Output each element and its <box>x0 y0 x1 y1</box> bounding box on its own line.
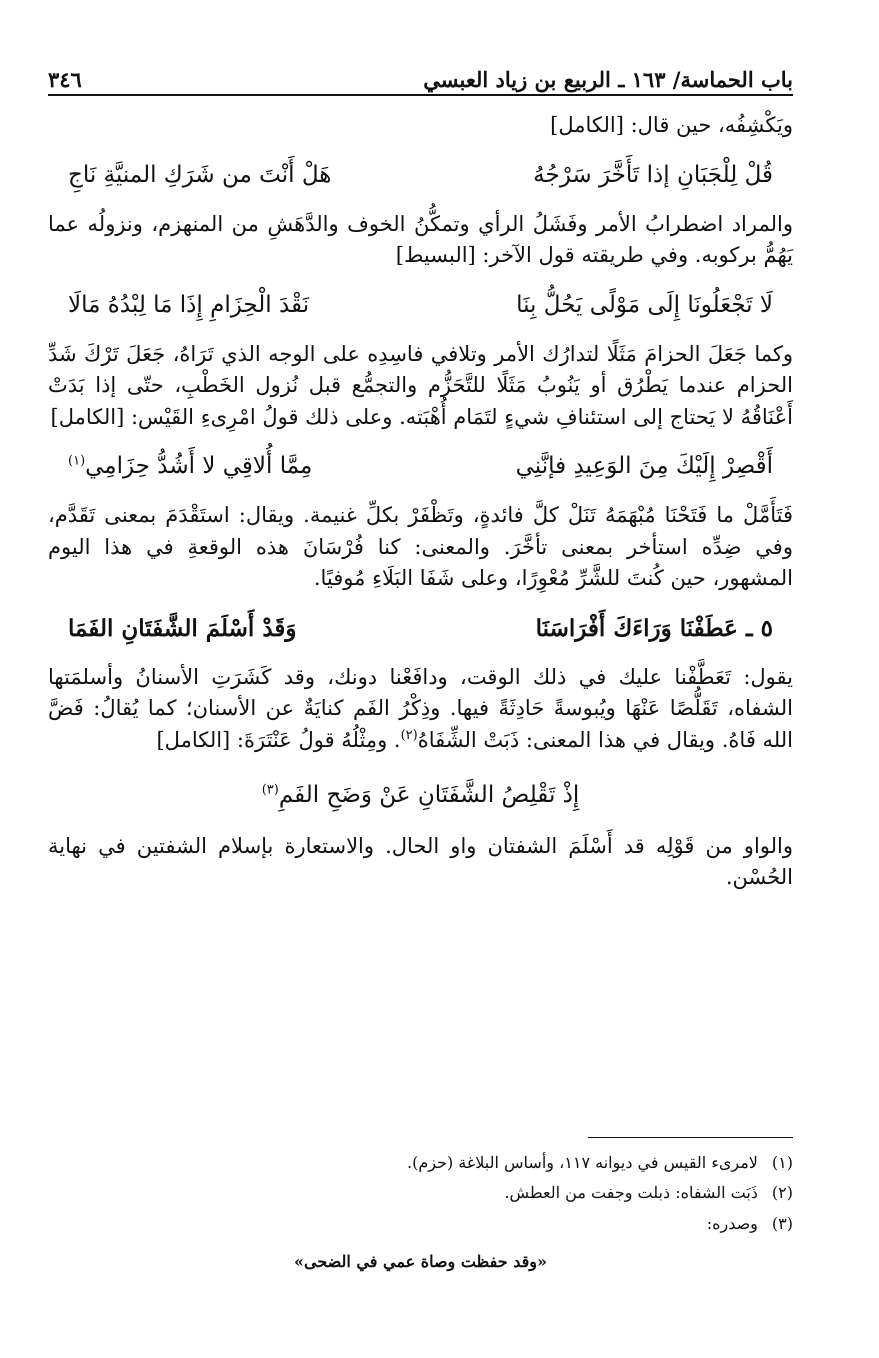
paragraph-text: . ومِثْلُهُ قولُ عَنْتَرَةَ: [الكامل] <box>156 727 401 752</box>
verse-second-hemistich <box>68 451 312 482</box>
verse-line <box>68 160 773 191</box>
header-rule <box>48 94 793 96</box>
verse-second-hemistich: نَقْدَ الْحِزَامِ إِذَا مَا لِبْدُهُ مَالَا <box>68 291 310 318</box>
verse-first-hemistich: أَقْصِرْ إِلَيْكَ مِنَ الوَعِيدِ فإنَّنِي <box>515 453 773 480</box>
verse-line <box>68 451 773 482</box>
paragraph: ويَكْشِفُه، حين قال: [الكامل] <box>550 113 793 137</box>
page-header <box>48 52 793 92</box>
footnote-number: (٣) <box>771 1213 793 1233</box>
paragraph: وكما جَعَلَ الحزامَ مَثَلًا لتدارُك الأمر وتلافي فاسِدِه على الوجه الذي تَرَاهُ، جَعَلَ تَرْكَ شَدِّ الحزام عندما يَطْرُق أو يَنُوبُ مَثَلًا للتَّحَزُّم والتجمُّع قبل نُزول الخَطْبِ، حتّى إذا بَدَتْ أَعْنَاقُهُ لا يَحتاج إلى استئنافِ شيءٍ لتَمَام أُهْبَته. وعلى ذلك قولُ امْرِىءِ القَيْس: [الكامل] <box>48 341 793 429</box>
verse-first-hemistich: قُلْ لِلْجَبَانِ إذا تَأَخَّرَ سَرْجُهُ <box>533 161 773 188</box>
footnote-verse: «وقد حفظت وصاة عمي في الضحى» <box>294 1252 547 1272</box>
footnote <box>48 1209 793 1239</box>
footnote-number: (١) <box>771 1153 793 1172</box>
footnote-text: وصدره: <box>706 1213 758 1233</box>
footnote-text: لامرىء القيس في ديوانه ١١٧، وأساس البلاغة (حزم). <box>407 1153 758 1172</box>
running-title: باب الحماسة/ ١٦٣ ـ الربيع بن زياد العبسي <box>423 67 793 92</box>
footnote-rule <box>588 1137 793 1138</box>
footnote-ref: (١) <box>68 453 86 469</box>
footnotes <box>48 1137 793 1278</box>
paragraph: والواو من قَوْلِه قد أَسْلَمَ الشفتان واو الحال. والاستعارة بإسلام الشفتين في نهاية الحُسْن. <box>48 833 793 890</box>
verse-first-hemistich: لَا تَجْعَلُونَا إِلَى مَوْلًى يَحُلُّ بِنَا <box>516 291 773 318</box>
verse-line <box>68 290 773 321</box>
verse-second-hemistich: وَقَدْ أَسْلَمَ الشَّفَتَانِ الفَمَا <box>68 614 297 642</box>
footnote <box>48 1148 793 1178</box>
paragraph: فَتَأَمَّلْ ما فَتَحْنَا مُبْهَمَهُ تَنَلْ كلَّ فائدةٍ، وتَظْفَرْ بكلِّ غنيمة. ويقال: استَقْدَمَ بمعنى تَقَدَّم، وفي ضِدِّه استأخر بمعنى تأخَّرَ. والمعنى: كنا فُرْسَانَ هذه الوقعةِ في هذا اليوم المشهور، حين كُنتَ للشَّرِّ مُعْوِرًا، وعلى شَفَا البَلَاءِ مُوفيًا. <box>48 503 793 591</box>
verse-text: إِذْ تَقْلِصُ الشَّفَتَانِ عَنْ وَضَحِ الفَمِ <box>278 782 580 809</box>
paragraph: والمراد اضطرابُ الأمر وفَشَلُ الرأي وتمكُّنُ الخوف والدَّهَشِ من المنهزم، ونزولُه عما يَهُمُّ بركوبه. وفي طريقته قول الآخر: [البسيط] <box>48 211 793 268</box>
page-number: ٣٤٦ <box>48 67 82 92</box>
verse-text: مِمَّا أُلاقِي لا أَشُدُّ حِزَامِي <box>85 453 313 480</box>
footnote-ref: (٣) <box>261 782 279 798</box>
verse-second-hemistich: هَلْ أَنْتَ من شَرَكِ المنيَّةِ نَاجِ <box>68 161 332 188</box>
footnote-ref: (٢) <box>400 727 418 743</box>
footnote-number: (٢) <box>771 1183 793 1203</box>
verse-line <box>68 613 773 644</box>
paragraph-text: يقول: تَعَطَّفْنا عليك في ذلك الوقت، ودافَعْنا دونك، وقد كَشَرَتِ الأسنانُ وأسلمَتها الشفاه، تَقَلُّصًا عَنْهَا ويُبوسةً حَادِثَةً فيها. وذِكْرُ الفَم كنايَةٌ عن الأسنان؛ كما يُقالُ: فَضَّ الله فَاهُ. ويقال في هذا المعنى: ذَبَتْ الشِّفَاهُ <box>48 664 793 752</box>
verse-single-hemistich <box>48 778 793 813</box>
footnote <box>48 1178 793 1208</box>
paragraph <box>48 662 793 757</box>
book-page <box>48 52 793 1318</box>
main-text <box>48 110 793 896</box>
footnote-text: ذَبَت الشفاه: ذبلت وجفت من العطش. <box>504 1183 758 1203</box>
verse-first-hemistich: ٥ ـ عَطَفْنَا وَرَاءَكَ أَفْرَاسَنَا <box>535 614 773 642</box>
